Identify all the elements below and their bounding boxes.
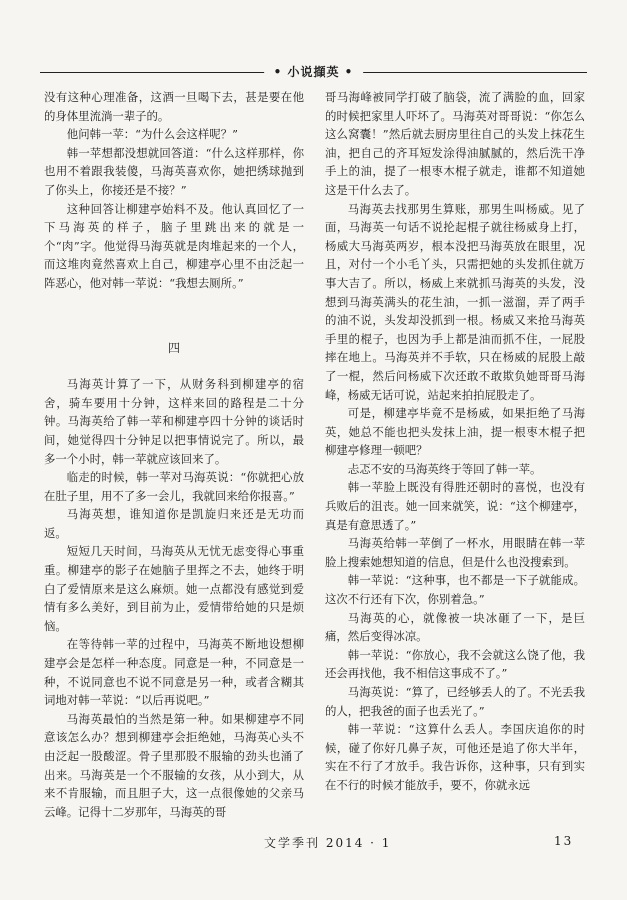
paragraph: 马海英最怕的当然是第一种。如果柳建亭不同意该怎么办？想到柳建亭会拒绝她，马海英心头不由泛起一股酸涩。骨子里那股不服输的劲头也涌了出来。马海英是一个不服输的女孩，从小到大，从来不肯服输，而且胆子大，这一点很像她的父亲马云峰。记得十二岁那年，马海英的哥 xyxy=(44,711,304,819)
paragraph: 马海英计算了一下，从财务科到柳建亭的宿舍，骑车要用十分钟，这样来回的路程是二十分钟。马海英给了韩一苹和柳建亭四十分钟的谈话时间，她觉得四十分钟足以把事情说完了。所以，最多一个小时，韩一苹就应该回来了。 xyxy=(44,377,304,466)
section-header xyxy=(0,62,627,82)
paragraph: 马海英想，谁知道你是凯旋归来还是无功而返。 xyxy=(44,507,304,540)
paragraph: 韩一苹想都没想就回答道：“什么这样那样，你也用不着跟我装傻，马海英喜欢你，她把绣球抛到了你头上，你接还是不接？” xyxy=(44,145,304,197)
paragraph: 马海英说：“算了，已经够丢人的了。不光丢我的人，把我爸的面子也丢光了。” xyxy=(325,685,585,718)
paragraph: 哥马海峰被同学打破了脑袋，流了满脸的血，回家的时候把家里人吓坏了。马海英对哥哥说：“你怎么这么窝囊！”然后就去厨房里往自己的头发上抹花生油，把自己的齐耳短发涂得油腻腻的，然后洗干净手上的油，提了一根枣木棍子就走，谁都不知道她这是干什么去了。 xyxy=(325,90,585,197)
journal-issue: 文学季刊 2014 · 1 xyxy=(264,836,392,850)
paragraph: 没有这种心理准备，这酒一旦喝下去，甚是要在他的身体里流淌一辈子的。 xyxy=(44,90,304,123)
paragraph: 这种回答让柳建亭始料不及。他认真回忆了一下马海英的样子，脑子里跳出来的就是一个“肉”字。他觉得马海英就是肉堆起来的一个人，而这堆肉竟然喜欢上自己，柳建亭心里不由泛起一阵恶心，他对韩一苹说：“我想去厕所。” xyxy=(44,201,304,290)
paragraph: 临走的时候，韩一苹对马海英说：“你就把心放在肚子里，用不了多一会儿，我就回来给你报喜。” xyxy=(44,470,304,503)
paragraph: 韩一苹说：“这算什么丢人。李国庆追你的时候，碰了你好几鼻子灰，可他还是追了你大半年，实在不行了才放手。我告诉你，这种事，只有到实在不行的时候才能放手，要不，你就永远 xyxy=(325,722,585,792)
paragraph: 韩一苹说：“这种事，也不都是一下子就能成。这次不行还有下次，你别着急。” xyxy=(325,573,585,607)
page-footer xyxy=(0,834,627,854)
paragraph: 短短几天时间，马海英从无忧无虑变得心事重重。柳建亭的影子在她脑子里挥之不去，她终于明白了爱情原来是这么麻烦。她一点都没有感觉到爱情有多么美好，到目前为止，爱情带给她的只是烦恼。 xyxy=(44,544,304,633)
section-label: • 小说擷英 • xyxy=(264,63,364,80)
paragraph: 马海英给韩一苹倒了一杯水，用眼睛在韩一苹脸上搜索她想知道的信息，但是什么也没搜索到。 xyxy=(325,536,585,569)
paragraph: 可是，柳建亭毕竟不是杨威，如果拒绝了马海英，她总不能也把头发抹上油，提一根枣木棍子把柳建亭修理一顿吧？ xyxy=(325,406,585,458)
paragraph: 他问韩一苹：“为什么会这样呢？” xyxy=(66,127,238,142)
right-column xyxy=(325,88,585,795)
paragraph: 韩一苹脸上既没有得胜还朝时的喜悦，也没有兵败后的沮丧。她一回来就笑，说：“这个柳建亭，真是有意思透了。” xyxy=(325,480,585,532)
chapter-heading: 四 xyxy=(167,340,180,355)
paragraph: 马海英的心，就像被一块冰砸了一下，是巨痛，然后变得冰凉。 xyxy=(325,610,585,644)
paragraph: 韩一苹说：“你放心，我不会就这么饶了他，我还会再找他，我不相信这事成不了。” xyxy=(325,647,585,681)
paragraph: 马海英去找那男生算账，那男生叫杨威。见了面，马海英一句话不说抡起棍子就往杨威身上打，杨威大马海英两岁，根本没把马海英放在眼里，况且，对付一个小毛丫头，只需把她的头发抓住就万事大吉了。所以，杨威上来就抓马海英的头发，没想到马海英满头的花生油，一抓一滋溜，弄了两手的油不说，头发却没抓到一根。杨威又来抢马海英手里的棍子，也因为手上都是油而抓不住，一屁股摔在地上。马海英并不手软，只在杨威的屁股上敲了一棍，然后问杨威下次还敢不敢欺负她哥哥马海峰，杨威无话可说，站起来拍拍屁股走了。 xyxy=(325,201,585,402)
page-number: 13 xyxy=(554,834,574,848)
paragraph: 在等待韩一苹的过程中，马海英不断地设想柳建亭会是怎样一种态度。同意是一种，不同意是一种，不说同意也不说不同意是另一种，或者含糊其词地对韩一苹说：“以后再说吧。” xyxy=(44,637,304,708)
left-column xyxy=(44,88,304,821)
paragraph: 忐忑不安的马海英终于等回了韩一苹。 xyxy=(347,461,542,476)
